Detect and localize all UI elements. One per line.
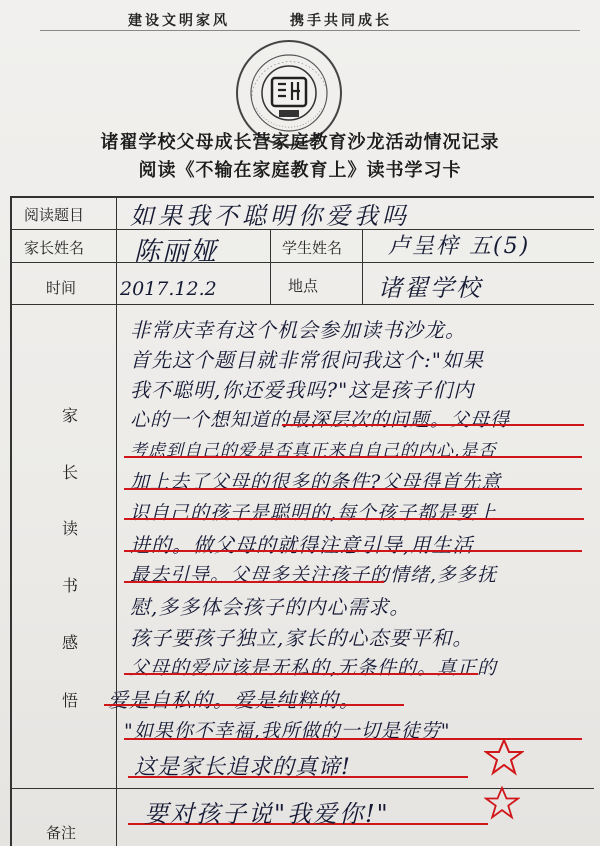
reading-card-table: [10, 196, 594, 846]
time-value: 2017.12.2: [120, 278, 217, 300]
red-underline: [124, 550, 582, 552]
reflection-line: 爱是自私的。爱是纯粹的。: [108, 688, 360, 712]
red-underline: [104, 704, 404, 706]
red-underline: [282, 424, 584, 426]
reflection-line: 考虑到自己的爱是否真正来自自己的内心,是否: [130, 441, 497, 461]
red-underline: [124, 456, 582, 458]
reflection-line: 加上去了父母的很多的条件?父母得首先意: [130, 471, 502, 493]
student-name-label: 学生姓名: [282, 239, 343, 257]
topic-label: 阅读题目: [24, 206, 85, 224]
reflection-line: 我不聪明,你还爱我吗?"这是孩子们内: [130, 378, 475, 402]
reflection-line: 识自己的孩子是聪明的,每个孩子都是要上: [130, 502, 498, 524]
reflection-line: "如果你不幸福,我所做的一切是徒劳": [124, 720, 451, 742]
reflection-line: 慰,多多体会孩子的内心需求。: [130, 595, 411, 619]
red-star-icon: [484, 786, 520, 820]
reflection-label-5: 感: [62, 633, 79, 652]
parent-name-label: 家长姓名: [24, 239, 85, 257]
reflection-label-1: 家: [62, 406, 79, 425]
reflection-label-6: 悟: [62, 691, 79, 710]
reflection-label-2: 长: [62, 463, 79, 482]
reflection-line: 父母的爱应该是无私的,无条件的。真正的: [130, 657, 498, 679]
reflection-label-4: 书: [62, 576, 79, 595]
reflection-line: 进的。做父母的就得注意引导,用生活: [130, 533, 474, 557]
red-underline: [124, 673, 478, 675]
slogan-right: 携手共同成长: [290, 13, 392, 29]
student-name-value: 卢呈梓 五(5): [388, 234, 531, 259]
doc-title-line2: 阅读《不输在家庭教育上》读书学习卡: [138, 160, 462, 181]
slogan-left: 建设文明家风: [128, 13, 230, 29]
reflection-line: 孩子要孩子独立,家长的心态要平和。: [130, 626, 474, 650]
remark-label: 备注: [46, 824, 77, 842]
red-underline: [124, 581, 384, 583]
reflection-line: 这是家长追求的真谛!: [134, 755, 351, 780]
topic-value: 如果我不聪明你爱我吗: [130, 202, 410, 230]
red-underline: [124, 488, 582, 490]
place-label: 地点: [288, 277, 319, 295]
red-underline: [128, 776, 468, 778]
reflection-line: 最去引导。父母多关注孩子的情绪,多多抚: [130, 564, 498, 586]
header-divider: [40, 30, 580, 31]
doc-title-line1: 诸翟学校父母成长营家庭教育沙龙活动情况记录: [100, 132, 500, 153]
parent-name-value: 陈丽娅: [134, 237, 219, 267]
reflection-line: 心的一个想知道的最深层次的问题。父母得: [130, 409, 511, 431]
red-underline: [124, 518, 584, 520]
time-label: 时间: [46, 279, 77, 297]
red-star-icon: [484, 738, 524, 776]
reflection-line: 非常庆幸有这个机会参加读书沙龙。: [130, 318, 466, 342]
place-value: 诸翟学校: [378, 274, 482, 302]
reflection-line: 首先这个题目就非常很问我这个:"如果: [130, 348, 484, 372]
remark-note: 要对孩子说"我爱你!": [144, 800, 390, 828]
reflection-label-3: 读: [62, 519, 79, 538]
